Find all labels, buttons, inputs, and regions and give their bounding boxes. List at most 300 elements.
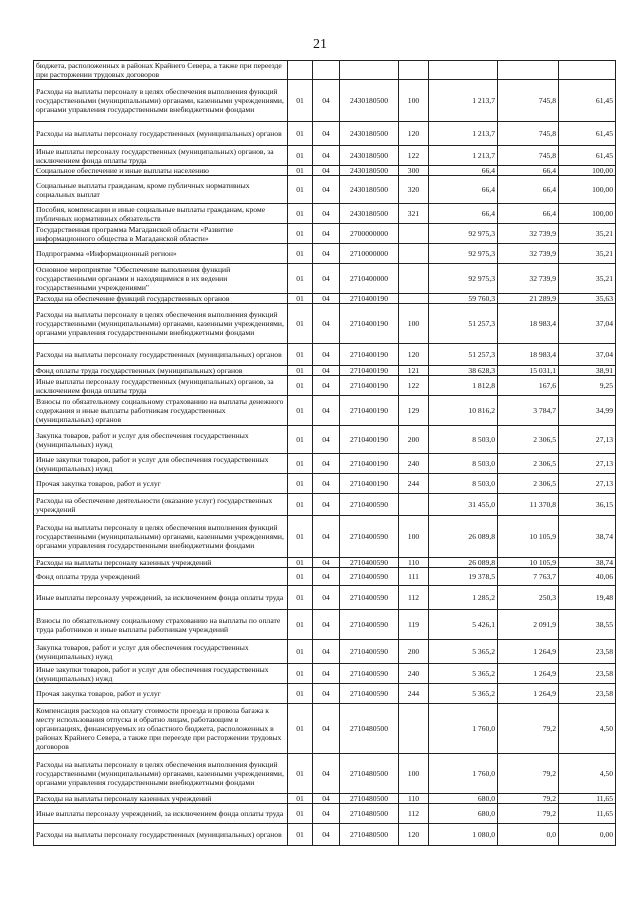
table-row [34, 558, 616, 568]
row-expense-type: 112 [399, 586, 429, 610]
row-subsection: 04 [313, 376, 340, 396]
row-expense-type: 300 [399, 166, 429, 176]
row-section: 01 [288, 454, 313, 474]
row-subsection: 04 [313, 516, 340, 558]
row-subsection: 04 [313, 304, 340, 344]
row-planned-amount: 1 213,7 [429, 146, 498, 166]
row-target-article: 2710000000 [340, 244, 399, 264]
row-actual-amount: 745,8 [498, 80, 559, 122]
row-planned-amount: 66,4 [429, 176, 498, 204]
row-description: Иные выплаты персоналу государственных (муниципальных) органов, за исключением фонда оплаты труда [34, 376, 288, 396]
row-section: 01 [288, 804, 313, 824]
row-actual-amount: 1 264,9 [498, 664, 559, 684]
row-actual-amount: 66,4 [498, 204, 559, 224]
row-percent: 27,13 [559, 474, 616, 494]
row-target-article: 2710400590 [340, 610, 399, 640]
row-subsection: 04 [313, 558, 340, 568]
row-expense-type: 119 [399, 610, 429, 640]
row-expense-type: 120 [399, 824, 429, 846]
row-planned-amount: 5 426,1 [429, 610, 498, 640]
row-description: Расходы на выплаты персоналу в целях обеспечения выполнения функций государственными (муниципальными) органами, казенными учреждениями, органами управления государственными внебюджетными фондами [34, 754, 288, 794]
row-section: 01 [288, 494, 313, 516]
table-row [34, 396, 616, 426]
row-planned-amount: 92 975,3 [429, 224, 498, 244]
budget-table [33, 60, 616, 846]
row-section: 01 [288, 224, 313, 244]
row-expense-type: 240 [399, 664, 429, 684]
row-expense-type: 321 [399, 204, 429, 224]
row-subsection: 04 [313, 146, 340, 166]
row-target-article: 2710400590 [340, 516, 399, 558]
row-target-article: 2710480500 [340, 704, 399, 754]
row-target-article: 2710400190 [340, 426, 399, 454]
row-actual-amount: 10 105,9 [498, 516, 559, 558]
row-target-article: 2430180500 [340, 166, 399, 176]
table-row [34, 664, 616, 684]
row-description: Прочая закупка товаров, работ и услуг [34, 684, 288, 704]
row-actual-amount: 66,4 [498, 166, 559, 176]
row-actual-amount [498, 61, 559, 80]
row-expense-type: 244 [399, 684, 429, 704]
row-percent: 61,45 [559, 122, 616, 146]
row-planned-amount: 31 455,0 [429, 494, 498, 516]
row-actual-amount: 7 763,7 [498, 568, 559, 586]
table-row [34, 376, 616, 396]
row-target-article: 2710400590 [340, 494, 399, 516]
row-section: 01 [288, 146, 313, 166]
row-section: 01 [288, 244, 313, 264]
row-section [288, 61, 313, 80]
row-section: 01 [288, 558, 313, 568]
row-section: 01 [288, 474, 313, 494]
row-expense-type: 100 [399, 516, 429, 558]
row-subsection: 04 [313, 754, 340, 794]
row-percent: 35,21 [559, 244, 616, 264]
row-expense-type: 111 [399, 568, 429, 586]
row-planned-amount: 1 760,0 [429, 754, 498, 794]
row-actual-amount: 3 784,7 [498, 396, 559, 426]
row-description: Иные выплаты персоналу учреждений, за исключением фонда оплаты труда [34, 804, 288, 824]
row-expense-type: 129 [399, 396, 429, 426]
row-percent: 40,06 [559, 568, 616, 586]
row-planned-amount: 92 975,3 [429, 244, 498, 264]
row-subsection: 04 [313, 244, 340, 264]
row-percent: 27,13 [559, 454, 616, 474]
row-expense-type: 112 [399, 804, 429, 824]
row-actual-amount: 79,2 [498, 704, 559, 754]
row-subsection: 04 [313, 166, 340, 176]
table-row [34, 684, 616, 704]
row-subsection: 04 [313, 122, 340, 146]
row-description: Расходы на выплаты персоналу государственных (муниципальных) органов [34, 122, 288, 146]
row-target-article: 2430180500 [340, 204, 399, 224]
row-section: 01 [288, 122, 313, 146]
row-subsection: 04 [313, 366, 340, 376]
row-subsection: 04 [313, 684, 340, 704]
row-percent: 4,50 [559, 704, 616, 754]
row-expense-type [399, 704, 429, 754]
row-expense-type: 122 [399, 146, 429, 166]
row-target-article: 2710400190 [340, 396, 399, 426]
row-expense-type: 100 [399, 80, 429, 122]
row-expense-type: 110 [399, 558, 429, 568]
table-row [34, 610, 616, 640]
row-percent: 11,65 [559, 794, 616, 804]
row-subsection: 04 [313, 426, 340, 454]
row-section: 01 [288, 396, 313, 426]
row-target-article: 2710400190 [340, 344, 399, 366]
row-planned-amount: 1 213,7 [429, 122, 498, 146]
row-actual-amount: 167,6 [498, 376, 559, 396]
row-section: 01 [288, 376, 313, 396]
row-percent: 34,99 [559, 396, 616, 426]
row-actual-amount: 18 983,4 [498, 304, 559, 344]
row-subsection [313, 61, 340, 80]
row-description: Расходы на выплаты персоналу государственных (муниципальных) органов [34, 344, 288, 366]
row-subsection: 04 [313, 610, 340, 640]
row-expense-type: 100 [399, 754, 429, 794]
row-percent: 0,00 [559, 824, 616, 846]
row-actual-amount: 1 264,9 [498, 684, 559, 704]
row-planned-amount: 5 365,2 [429, 640, 498, 664]
row-expense-type [399, 264, 429, 294]
row-percent: 100,00 [559, 204, 616, 224]
row-subsection: 04 [313, 494, 340, 516]
row-section: 01 [288, 366, 313, 376]
row-description: Расходы на обеспечение функций государственных органов [34, 294, 288, 304]
row-expense-type: 200 [399, 426, 429, 454]
table-row [34, 824, 616, 846]
row-actual-amount: 745,8 [498, 122, 559, 146]
row-actual-amount: 21 289,9 [498, 294, 559, 304]
row-actual-amount: 79,2 [498, 754, 559, 794]
row-description: Пособия, компенсации и иные социальные выплаты гражданам, кроме публичных нормативных обязательств [34, 204, 288, 224]
row-description: Расходы на выплаты персоналу в целях обеспечения выполнения функций государственными (муниципальными) органами, казенными учреждениями, органами управления государственными внебюджетными фондами [34, 516, 288, 558]
row-subsection: 04 [313, 204, 340, 224]
table-row [34, 794, 616, 804]
row-planned-amount: 51 257,3 [429, 304, 498, 344]
row-section: 01 [288, 264, 313, 294]
row-description: Прочая закупка товаров, работ и услуг [34, 474, 288, 494]
row-subsection: 04 [313, 396, 340, 426]
row-percent: 4,50 [559, 754, 616, 794]
row-description: Фонд оплаты труда государственных (муниципальных) органов [34, 366, 288, 376]
row-subsection: 04 [313, 640, 340, 664]
row-expense-type: 122 [399, 376, 429, 396]
row-subsection: 04 [313, 586, 340, 610]
row-description: Закупка товаров, работ и услуг для обеспечения государственных (муниципальных) нужд [34, 426, 288, 454]
row-target-article [340, 61, 399, 80]
row-target-article: 2430180500 [340, 122, 399, 146]
table-row [34, 366, 616, 376]
table-row [34, 474, 616, 494]
row-section: 01 [288, 294, 313, 304]
row-description: бюджета, расположенных в районах Крайнего Севера, а также при переезде при расторжении трудовых договоров [34, 61, 288, 80]
row-expense-type [399, 244, 429, 264]
row-percent: 23,58 [559, 640, 616, 664]
row-actual-amount: 79,2 [498, 804, 559, 824]
row-section: 01 [288, 426, 313, 454]
row-expense-type: 120 [399, 122, 429, 146]
row-expense-type: 240 [399, 454, 429, 474]
table-row [34, 704, 616, 754]
table-row [34, 61, 616, 80]
row-target-article: 2710400590 [340, 684, 399, 704]
row-description: Взносы по обязательному социальному страхованию на выплаты по оплате труда работников и иные выплаты работникам учреждений [34, 610, 288, 640]
table-row [34, 426, 616, 454]
row-section: 01 [288, 304, 313, 344]
row-section: 01 [288, 80, 313, 122]
row-percent: 38,74 [559, 558, 616, 568]
row-subsection: 04 [313, 704, 340, 754]
row-target-article: 2710400190 [340, 294, 399, 304]
row-actual-amount: 32 739,9 [498, 244, 559, 264]
row-target-article: 2710400190 [340, 304, 399, 344]
row-percent: 38,91 [559, 366, 616, 376]
row-percent: 23,58 [559, 684, 616, 704]
row-planned-amount: 66,4 [429, 204, 498, 224]
row-actual-amount: 1 264,9 [498, 640, 559, 664]
table-row [34, 454, 616, 474]
row-target-article: 2710400590 [340, 568, 399, 586]
row-target-article: 2710480500 [340, 824, 399, 846]
row-planned-amount: 10 816,2 [429, 396, 498, 426]
row-section: 01 [288, 754, 313, 794]
row-actual-amount: 11 370,8 [498, 494, 559, 516]
row-expense-type [399, 494, 429, 516]
row-percent: 11,65 [559, 804, 616, 824]
row-description: Компенсация расходов на оплату стоимости проезда и провоза багажа к месту использования отпуска и обратно лицам, работающим в организациях, финансируемых из областного бюджета, расположенных в районах Крайнего Севера, а также при переезде при расторжении трудовых договоров [34, 704, 288, 754]
table-row [34, 264, 616, 294]
row-target-article: 2430180500 [340, 80, 399, 122]
row-target-article: 2710400190 [340, 474, 399, 494]
row-subsection: 04 [313, 294, 340, 304]
row-percent [559, 61, 616, 80]
row-planned-amount: 1 812,8 [429, 376, 498, 396]
row-description: Основное мероприятие "Обеспечение выполнения функций государственными органами и находящимися в их ведении государственными учреждениями" [34, 264, 288, 294]
row-expense-type: 110 [399, 794, 429, 804]
row-target-article: 2710480500 [340, 754, 399, 794]
row-planned-amount: 92 975,3 [429, 264, 498, 294]
row-target-article: 2710400590 [340, 640, 399, 664]
row-actual-amount: 79,2 [498, 794, 559, 804]
row-section: 01 [288, 704, 313, 754]
row-description: Расходы на обеспечение деятельности (оказание услуг) государственных учреждений [34, 494, 288, 516]
table-row [34, 204, 616, 224]
row-target-article: 2710400000 [340, 264, 399, 294]
row-planned-amount: 5 365,2 [429, 664, 498, 684]
table-row [34, 344, 616, 366]
row-actual-amount: 0,0 [498, 824, 559, 846]
row-planned-amount: 1 760,0 [429, 704, 498, 754]
row-actual-amount: 15 031,1 [498, 366, 559, 376]
row-percent: 100,00 [559, 176, 616, 204]
table-row [34, 80, 616, 122]
row-target-article: 2700000000 [340, 224, 399, 244]
table-row [34, 146, 616, 166]
row-target-article: 2710400590 [340, 558, 399, 568]
row-subsection: 04 [313, 176, 340, 204]
row-percent: 37,04 [559, 344, 616, 366]
row-expense-type: 320 [399, 176, 429, 204]
row-subsection: 04 [313, 80, 340, 122]
row-expense-type: 244 [399, 474, 429, 494]
table-row [34, 804, 616, 824]
table-row [34, 224, 616, 244]
table-row [34, 640, 616, 664]
row-percent: 38,74 [559, 516, 616, 558]
row-percent: 100,00 [559, 166, 616, 176]
row-section: 01 [288, 344, 313, 366]
row-description: Иные выплаты персоналу учреждений, за исключением фонда оплаты труда [34, 586, 288, 610]
row-subsection: 04 [313, 664, 340, 684]
row-percent: 61,45 [559, 80, 616, 122]
row-percent: 9,25 [559, 376, 616, 396]
row-actual-amount: 32 739,9 [498, 224, 559, 244]
row-section: 01 [288, 610, 313, 640]
row-expense-type: 121 [399, 366, 429, 376]
row-percent: 36,15 [559, 494, 616, 516]
row-description: Иные выплаты персоналу государственных (муниципальных) органов, за исключением фонда оплаты труда [34, 146, 288, 166]
row-section: 01 [288, 166, 313, 176]
row-section: 01 [288, 176, 313, 204]
table-row [34, 516, 616, 558]
row-target-article: 2710480500 [340, 794, 399, 804]
row-expense-type: 200 [399, 640, 429, 664]
row-description: Расходы на выплаты персоналу казенных учреждений [34, 794, 288, 804]
row-target-article: 2430180500 [340, 146, 399, 166]
budget-table-body [34, 61, 616, 846]
row-description: Иные закупки товаров, работ и услуг для обеспечения государственных (муниципальных) нужд [34, 454, 288, 474]
table-row [34, 176, 616, 204]
row-subsection: 04 [313, 794, 340, 804]
row-description: Иные закупки товаров, работ и услуг для обеспечения государственных (муниципальных) нужд [34, 664, 288, 684]
row-planned-amount: 19 378,5 [429, 568, 498, 586]
table-row [34, 494, 616, 516]
row-percent: 23,58 [559, 664, 616, 684]
row-planned-amount: 59 760,3 [429, 294, 498, 304]
row-actual-amount: 32 739,9 [498, 264, 559, 294]
row-description: Социальное обеспечение и иные выплаты населению [34, 166, 288, 176]
row-planned-amount: 5 365,2 [429, 684, 498, 704]
row-target-article: 2710400190 [340, 376, 399, 396]
table-row [34, 122, 616, 146]
page-number: 21 [313, 37, 327, 52]
row-percent: 38,55 [559, 610, 616, 640]
table-row [34, 568, 616, 586]
row-subsection: 04 [313, 474, 340, 494]
row-target-article: 2710480500 [340, 804, 399, 824]
row-section: 01 [288, 824, 313, 846]
row-target-article: 2710400590 [340, 664, 399, 684]
row-actual-amount: 18 983,4 [498, 344, 559, 366]
row-actual-amount: 2 306,5 [498, 426, 559, 454]
row-actual-amount: 250,3 [498, 586, 559, 610]
row-subsection: 04 [313, 454, 340, 474]
row-actual-amount: 2 091,9 [498, 610, 559, 640]
row-percent: 19,48 [559, 586, 616, 610]
row-percent: 35,21 [559, 224, 616, 244]
row-subsection: 04 [313, 264, 340, 294]
row-planned-amount: 680,0 [429, 804, 498, 824]
table-row [34, 586, 616, 610]
row-percent: 61,45 [559, 146, 616, 166]
row-planned-amount: 1 213,7 [429, 80, 498, 122]
row-planned-amount: 8 503,0 [429, 454, 498, 474]
row-subsection: 04 [313, 568, 340, 586]
table-row [34, 166, 616, 176]
row-percent: 27,13 [559, 426, 616, 454]
row-percent: 35,21 [559, 264, 616, 294]
row-description: Расходы на выплаты персоналу казенных учреждений [34, 558, 288, 568]
row-planned-amount: 26 089,8 [429, 516, 498, 558]
row-planned-amount: 8 503,0 [429, 474, 498, 494]
row-section: 01 [288, 664, 313, 684]
row-expense-type: 100 [399, 304, 429, 344]
row-expense-type [399, 294, 429, 304]
row-description: Фонд оплаты труда учреждений [34, 568, 288, 586]
row-description: Расходы на выплаты персоналу в целях обеспечения выполнения функций государственными (муниципальными) органами, казенными учреждениями, органами управления государственными внебюджетными фондами [34, 304, 288, 344]
row-actual-amount: 2 306,5 [498, 474, 559, 494]
row-expense-type [399, 224, 429, 244]
row-target-article: 2710400190 [340, 366, 399, 376]
row-target-article: 2710400590 [340, 586, 399, 610]
row-planned-amount: 38 628,3 [429, 366, 498, 376]
row-section: 01 [288, 684, 313, 704]
row-section: 01 [288, 516, 313, 558]
row-description: Закупка товаров, работ и услуг для обеспечения государственных (муниципальных) нужд [34, 640, 288, 664]
row-section: 01 [288, 586, 313, 610]
row-description: Социальные выплаты гражданам, кроме публичных нормативных социальных выплат [34, 176, 288, 204]
row-description: Подпрограмма «Информационный регион» [34, 244, 288, 264]
row-planned-amount: 26 089,8 [429, 558, 498, 568]
row-actual-amount: 2 306,5 [498, 454, 559, 474]
row-description: Расходы на выплаты персоналу государственных (муниципальных) органов [34, 824, 288, 846]
table-row [34, 244, 616, 264]
table-row [34, 754, 616, 794]
row-section: 01 [288, 204, 313, 224]
row-percent: 37,04 [559, 304, 616, 344]
row-planned-amount: 1 285,2 [429, 586, 498, 610]
row-subsection: 04 [313, 224, 340, 244]
row-percent: 35,63 [559, 294, 616, 304]
row-description: Взносы по обязательному социальному страхованию на выплаты денежного содержания и иные выплаты работникам государственных (муниципальных) органов [34, 396, 288, 426]
row-target-article: 2430180500 [340, 176, 399, 204]
row-section: 01 [288, 568, 313, 586]
row-section: 01 [288, 794, 313, 804]
row-actual-amount: 10 105,9 [498, 558, 559, 568]
row-target-article: 2710400190 [340, 454, 399, 474]
table-row [34, 304, 616, 344]
row-planned-amount: 51 257,3 [429, 344, 498, 366]
row-expense-type [399, 61, 429, 80]
row-description: Государственная программа Магаданской области «Развитие информационного общества в Магаданской области» [34, 224, 288, 244]
row-actual-amount: 745,8 [498, 146, 559, 166]
row-section: 01 [288, 640, 313, 664]
table-row [34, 294, 616, 304]
row-planned-amount: 680,0 [429, 794, 498, 804]
row-actual-amount: 66,4 [498, 176, 559, 204]
row-expense-type: 120 [399, 344, 429, 366]
row-description: Расходы на выплаты персоналу в целях обеспечения выполнения функций государственными (муниципальными) органами, казенными учреждениями, органами управления государственными внебюджетными фондами [34, 80, 288, 122]
row-subsection: 04 [313, 344, 340, 366]
row-planned-amount [429, 61, 498, 80]
row-subsection: 04 [313, 824, 340, 846]
row-planned-amount: 1 080,0 [429, 824, 498, 846]
row-planned-amount: 66,4 [429, 166, 498, 176]
row-planned-amount: 8 503,0 [429, 426, 498, 454]
row-subsection: 04 [313, 804, 340, 824]
